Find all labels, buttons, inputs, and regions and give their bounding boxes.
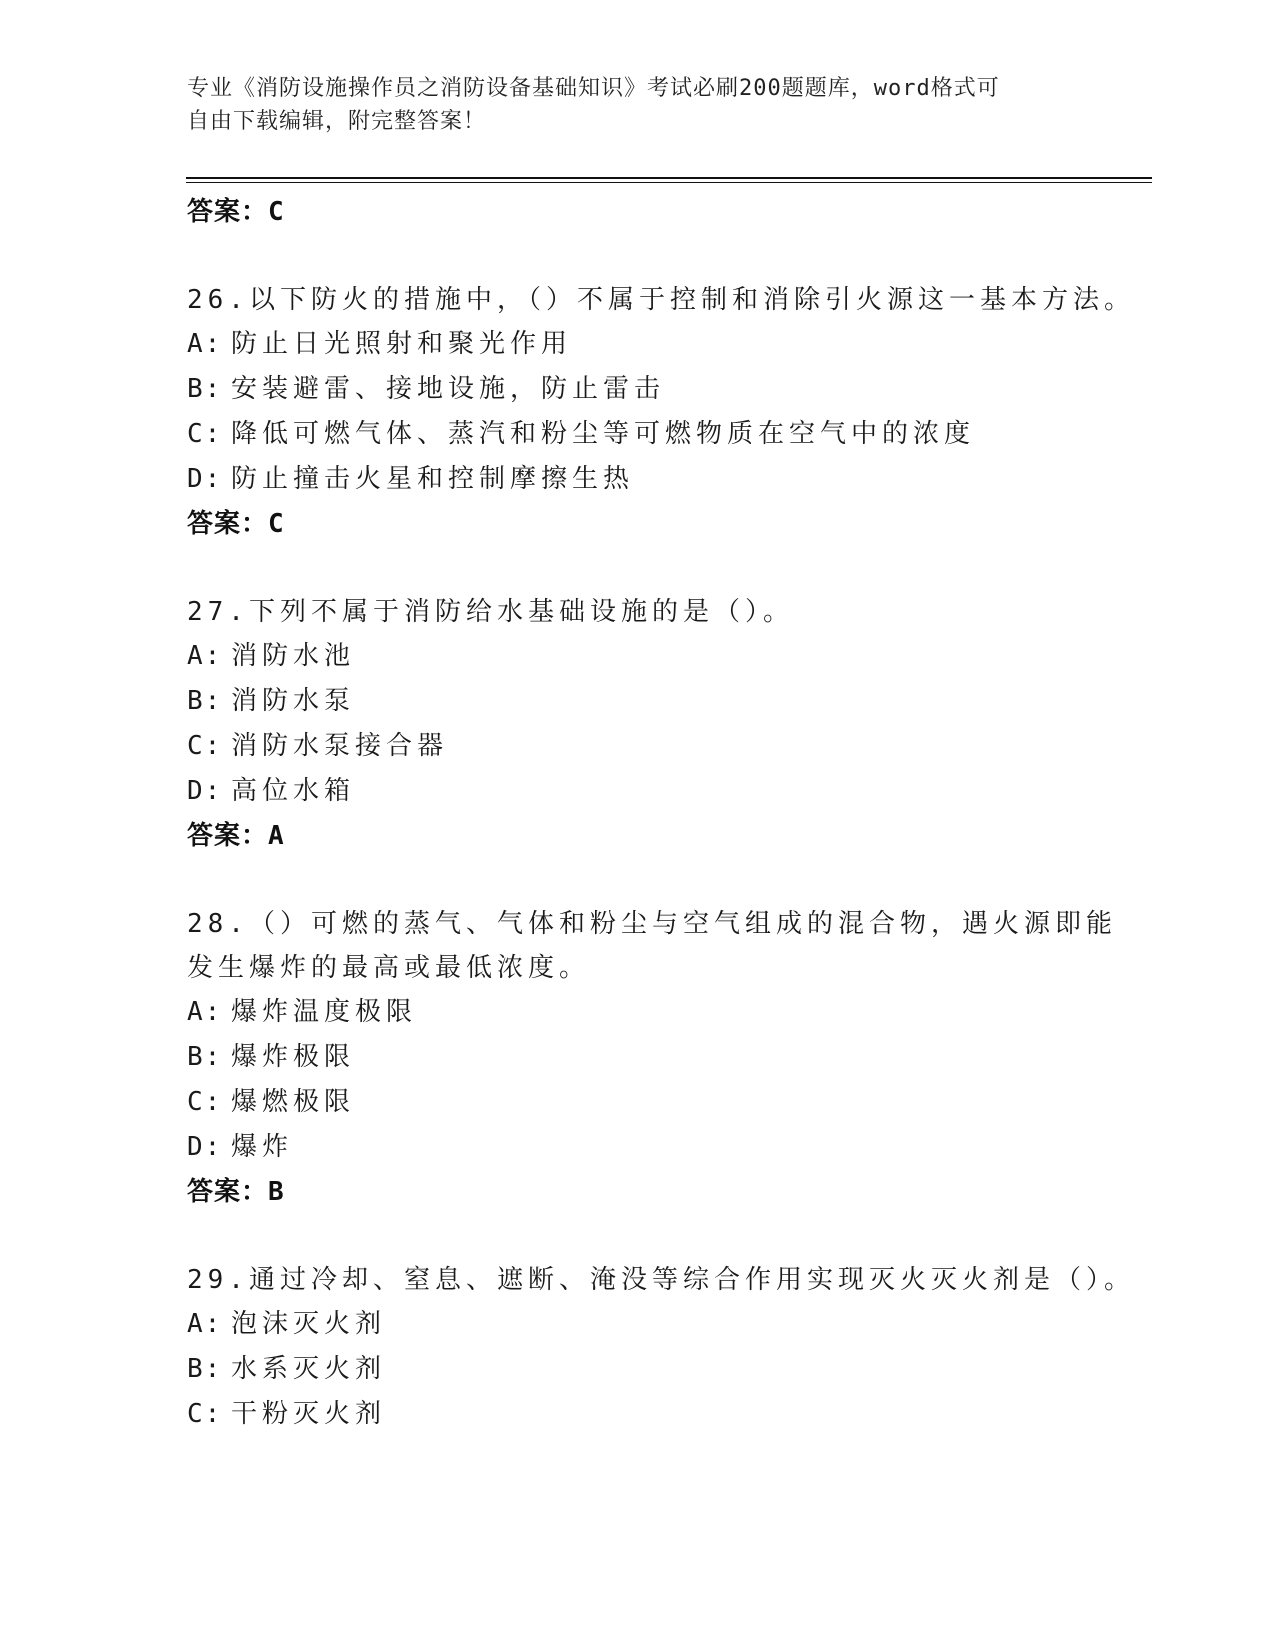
question-text: 28.（）可燃的蒸气、气体和粉尘与空气组成的混合物，遇火源即能发生爆炸的最高或最低浓度。 (187, 909, 1117, 983)
option-b (187, 679, 1147, 724)
question-text: 29.通过冷却、窒息、遮断、淹没等综合作用实现灭火灭火剂是（）。 (187, 1265, 1135, 1295)
option-letter: A: (187, 997, 223, 1027)
option-text: 降低可燃气体、蒸汽和粉尘等可燃物质在空气中的浓度 (231, 419, 976, 449)
document-header (187, 72, 1067, 138)
option-text: 干粉灭火剂 (231, 1399, 387, 1429)
option-text: 消防水池 (231, 641, 356, 671)
question-26 (187, 278, 1147, 546)
option-a (187, 322, 1147, 367)
option-letter: D: (187, 464, 223, 494)
option-d (187, 769, 1147, 814)
question-28 (187, 902, 1147, 1214)
option-letter: C: (187, 1087, 223, 1117)
option-letter: A: (187, 641, 223, 671)
option-text: 高位水箱 (231, 776, 356, 806)
option-letter: B: (187, 374, 223, 404)
option-letter: C: (187, 731, 223, 761)
question-27 (187, 590, 1147, 858)
option-b (187, 1347, 1147, 1392)
option-letter: A: (187, 329, 223, 359)
question-text: 26.以下防火的措施中，（）不属于控制和消除引火源这一基本方法。 (187, 285, 1135, 315)
header-divider-thin (186, 182, 1152, 183)
option-text: 爆燃极限 (231, 1087, 356, 1117)
question-text: 27.下列不属于消防给水基础设施的是（）。 (187, 597, 794, 627)
option-letter: D: (187, 776, 223, 806)
question-29 (187, 1258, 1147, 1437)
option-d (187, 457, 1147, 502)
option-c (187, 724, 1147, 769)
option-letter: B: (187, 1354, 223, 1384)
option-text: 水系灭火剂 (231, 1354, 387, 1384)
option-text: 防止撞击火星和控制摩擦生热 (231, 464, 635, 494)
option-letter: A: (187, 1309, 223, 1339)
option-text: 泡沫灭火剂 (231, 1309, 387, 1339)
option-d (187, 1125, 1147, 1170)
option-letter: C: (187, 419, 223, 449)
option-letter: C: (187, 1399, 223, 1429)
header-divider-thick (186, 177, 1152, 179)
option-a (187, 634, 1147, 679)
option-c (187, 1080, 1147, 1125)
option-c (187, 1392, 1147, 1437)
option-letter: B: (187, 1042, 223, 1072)
option-letter: D: (187, 1132, 223, 1162)
answer-25: 答案：C (187, 197, 285, 227)
answer-27: 答案：A (187, 821, 285, 851)
option-text: 安装避雷、接地设施，防止雷击 (231, 374, 666, 404)
option-letter: B: (187, 686, 223, 716)
answer-26: 答案：C (187, 509, 285, 539)
answer-28: 答案：B (187, 1177, 285, 1207)
option-b (187, 1035, 1147, 1080)
option-a (187, 990, 1147, 1035)
option-text: 爆炸极限 (231, 1042, 356, 1072)
option-b (187, 367, 1147, 412)
option-c (187, 412, 1147, 457)
header-line-1: 专业《消防设施操作员之消防设备基础知识》考试必刷200题题库，word格式可 (187, 76, 1000, 101)
option-text: 爆炸温度极限 (231, 997, 418, 1027)
question-list (187, 190, 1147, 1437)
option-text: 消防水泵 (231, 686, 356, 716)
header-line-2: 自由下载编辑，附完整答案！ (187, 109, 487, 134)
option-text: 爆炸 (231, 1132, 294, 1162)
option-text: 消防水泵接合器 (231, 731, 449, 761)
option-text: 防止日光照射和聚光作用 (231, 329, 573, 359)
option-a (187, 1302, 1147, 1347)
